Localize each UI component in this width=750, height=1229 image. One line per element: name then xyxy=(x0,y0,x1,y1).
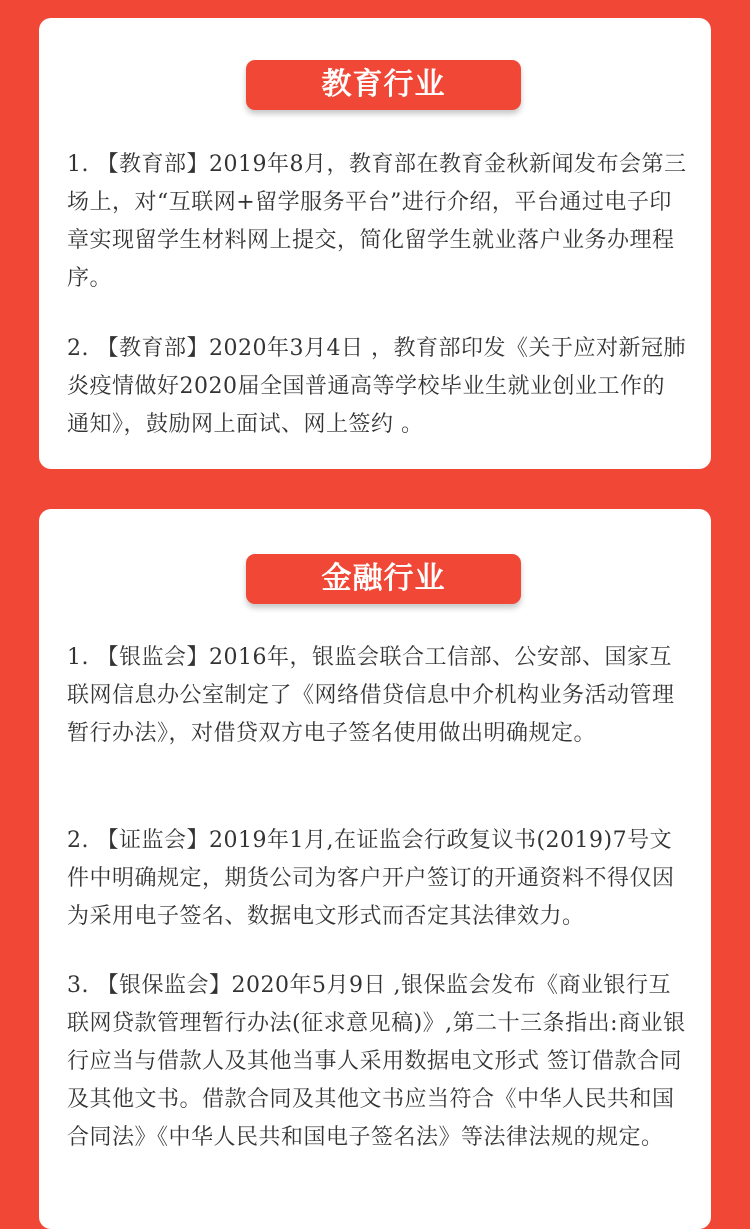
finance-card xyxy=(39,509,711,1229)
education-item-1: 1. 【教育部】2019年8月，教育部在教育金秋新闻发布会第三场上，对“互联网+留学服务平台”进行介绍，平台通过电子印章实现留学生材料网上提交，简化留学生就业落户业务办理程序。 xyxy=(67,152,687,291)
education-item-2: 2. 【教育部】2020年3月4日 ，教育部印发《关于应对新冠肺炎疫情做好2020届全国普通高等学校毕业生就业创业工作的通知》，鼓励网上面试、网上签约 。 xyxy=(67,336,686,437)
finance-item-1: 1. 【银监会】2016年，银监会联合工信部、公安部、国家互联网信息办公室制定了《网络借贷信息中介机构业务活动管理暂行办法》，对借贷双方电子签名使用做出明确规定。 xyxy=(67,645,675,746)
finance-title: 金融行业 xyxy=(321,561,446,596)
finance-title-banner xyxy=(246,554,521,604)
education-card xyxy=(39,18,711,469)
finance-item-3: 3. 【银保监会】2020年5月9日 ,银保监会发布《商业银行互联网贷款管理暂行办法(征求意见稿)》,第二十三条指出:商业银行应当与借款人及其他当事人采用数据电文形式 签订借款合同及其他文书。借款合同及其他文书应当符合《中华人民共和国合同法》《中华人民共和国电子签名法》等法律法规的规定。 xyxy=(67,973,686,1150)
education-title-banner xyxy=(246,60,521,110)
education-title: 教育行业 xyxy=(321,67,446,102)
finance-item-2: 2. 【证监会】2019年1月,在证监会行政复议书(2019)7号文件中明确规定，期货公司为客户开户签订的开通资料不得仅因为采用电子签名、数据电文形式而否定其法律效力。 xyxy=(67,828,675,929)
